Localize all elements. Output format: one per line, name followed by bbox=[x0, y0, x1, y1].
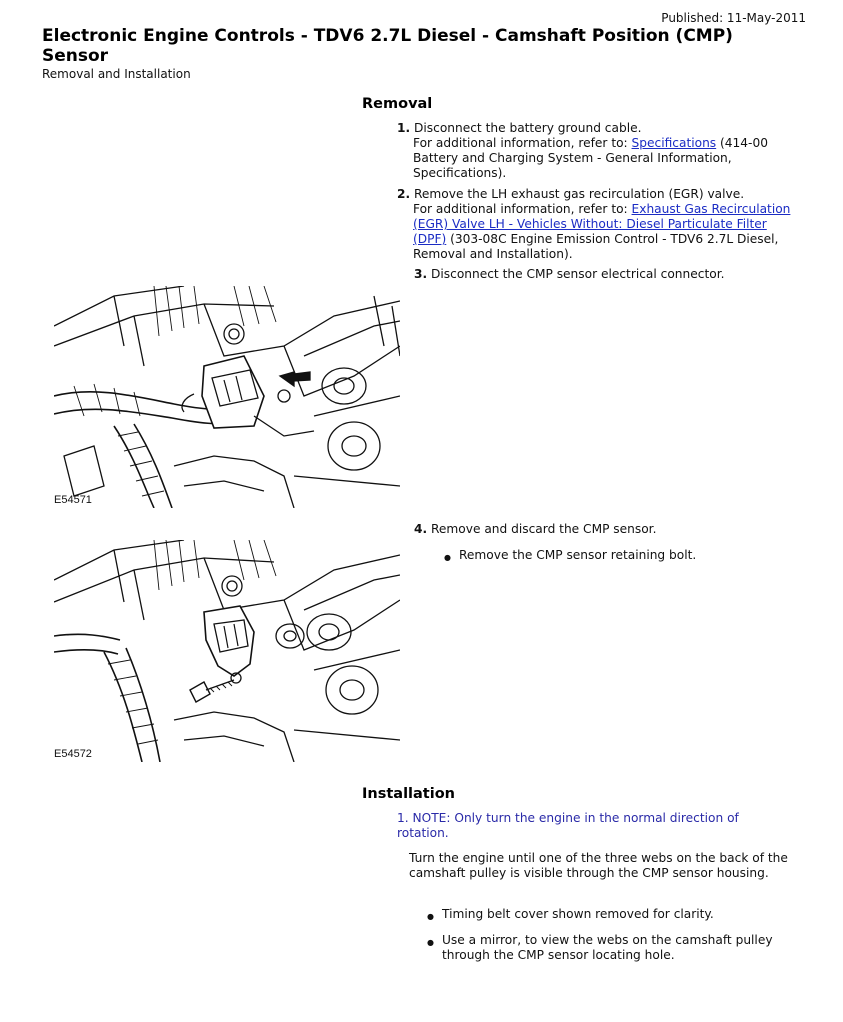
page-title: Electronic Engine Controls - TDV6 2.7L Diesel - Camshaft Position (CMP) Sensor bbox=[42, 26, 733, 66]
figure-label: E54571 bbox=[54, 494, 92, 506]
figure-e54571 bbox=[54, 286, 400, 508]
ref-prefix: For additional information, refer to: bbox=[413, 202, 632, 216]
ref-suffix: (414-00 Battery and Charging System - General Information, Specifications). bbox=[413, 136, 768, 180]
removal-step-4-bullet: ● Remove the CMP sensor retaining bolt. bbox=[459, 548, 819, 563]
figure-e54572 bbox=[54, 540, 400, 762]
step-number: 4. bbox=[414, 522, 428, 536]
published-date: Published: 11-May-2011 bbox=[661, 11, 806, 25]
step-text: Remove the LH exhaust gas recirculation (EGR) valve. bbox=[414, 187, 745, 201]
step-text: Disconnect the CMP sensor electrical connector. bbox=[431, 267, 725, 281]
ref-prefix: For additional information, refer to: bbox=[413, 136, 632, 150]
installation-heading: Installation bbox=[362, 786, 455, 802]
step-text: Disconnect the battery ground cable. bbox=[414, 121, 642, 135]
removal-step-3 bbox=[414, 267, 814, 282]
figure-label: E54572 bbox=[54, 748, 92, 760]
step-number: 2. bbox=[397, 187, 411, 201]
note-text: NOTE: Only turn the engine in the normal direction of rotation. bbox=[397, 811, 739, 840]
removal-step-1 bbox=[397, 121, 797, 181]
installation-step-1-note bbox=[397, 811, 777, 841]
step-text: Remove and discard the CMP sensor. bbox=[431, 522, 657, 536]
installation-bullet-1: ● Timing belt cover shown removed for clarity. bbox=[442, 907, 802, 922]
ref-suffix: (303-08C Engine Emission Control - TDV6 2.7L Diesel, Removal and Installation). bbox=[413, 232, 779, 261]
removal-step-2 bbox=[397, 187, 797, 262]
step-number: 1. bbox=[397, 121, 411, 135]
egr-valve-link[interactable]: Exhaust Gas Recirculation (EGR) Valve LH - Vehicles Without: Diesel Particulate Filter (DPF) bbox=[413, 202, 791, 246]
removal-step-4 bbox=[414, 522, 814, 537]
installation-step-1-text: Turn the engine until one of the three webs on the back of the camshaft pulley is visible through the CMP sensor housing. bbox=[409, 851, 788, 880]
step-number: 1. bbox=[397, 811, 409, 825]
page-subtitle: Removal and Installation bbox=[42, 67, 191, 81]
installation-bullet-2: ● Use a mirror, to view the webs on the camshaft pulley through the CMP sensor locating hole. bbox=[442, 933, 802, 963]
cmp-sensor-removal-illustration bbox=[54, 540, 400, 762]
specifications-link[interactable]: Specifications bbox=[631, 136, 717, 150]
step-number: 3. bbox=[414, 267, 428, 281]
removal-heading: Removal bbox=[362, 96, 433, 112]
engine-connector-illustration bbox=[54, 286, 400, 508]
